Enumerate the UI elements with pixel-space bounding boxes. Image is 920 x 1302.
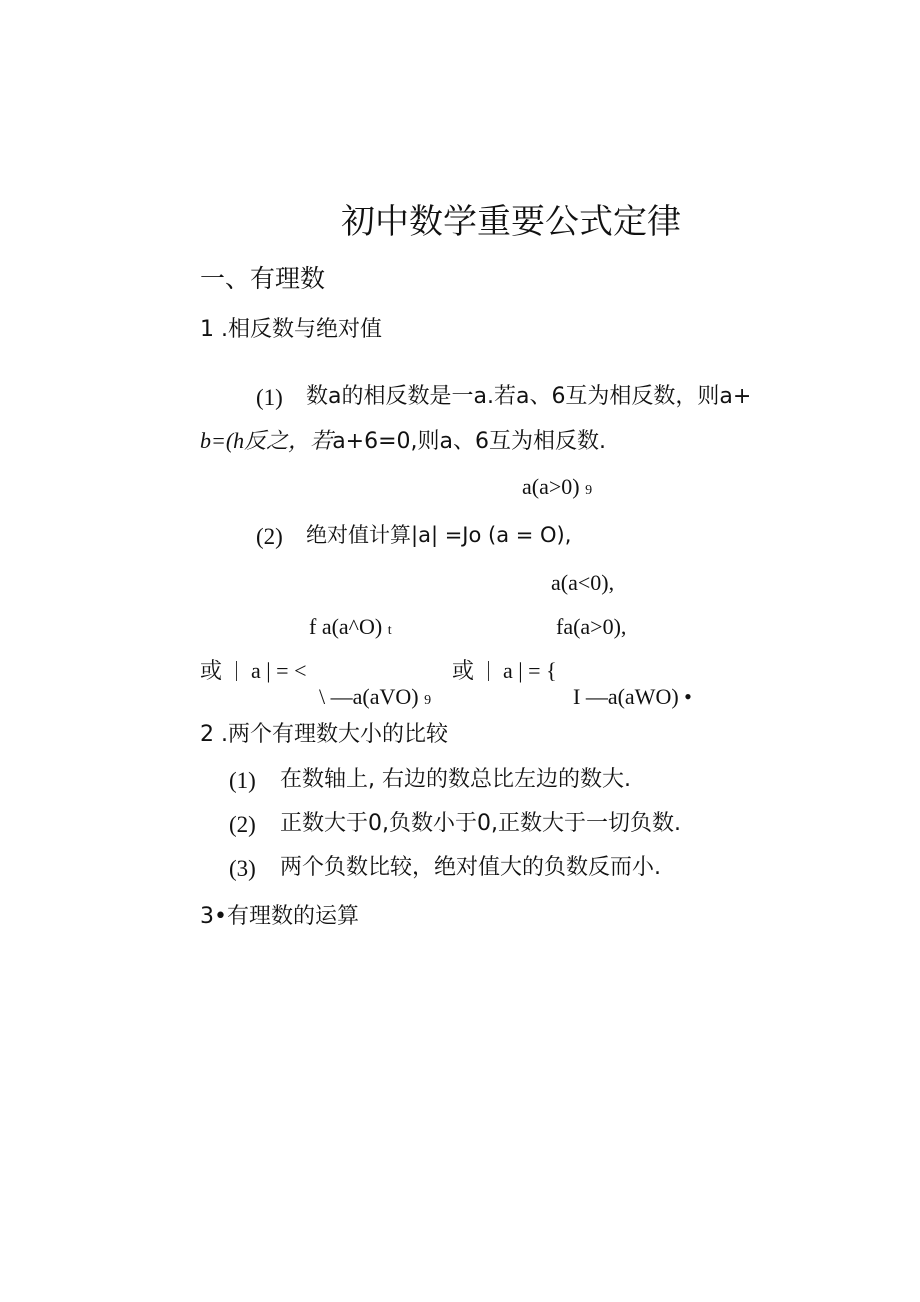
alt-form-left-expr <box>200 660 307 683</box>
abs-case-positive-expr: a(a>0) <box>522 474 580 499</box>
alt-form-left-top-expr: f a(a^O) <box>309 614 383 639</box>
alt-form-right-expression: a | = { <box>503 658 557 683</box>
item-number: (2) <box>229 812 256 837</box>
abs-bar <box>488 661 489 681</box>
abs-case-positive <box>522 476 592 498</box>
alt-form-left-bottom-mark: 9 <box>424 693 432 708</box>
item-number: (3) <box>229 856 256 881</box>
or-label: 或 <box>452 659 475 684</box>
abs-value-formula: 绝对值计算|a| =Jo (a = O), <box>306 523 572 547</box>
section-heading-rational-numbers: 一、有理数 <box>200 264 326 293</box>
subsection-heading-opposite-absolute: 1 .相反数与绝对值 <box>200 317 382 342</box>
alt-form-right-bottom: I —a(aWO) • <box>573 684 692 709</box>
alt-form-right-expr <box>452 660 557 683</box>
comparison-rule-1: 在数轴上, 右边的数总比左边的数大. <box>280 767 631 792</box>
subsection-heading-comparison: 2 .两个有理数大小的比较 <box>200 722 448 747</box>
page-title: 初中数学重要公式定律 <box>341 202 681 242</box>
opposite-number-text-italic: b=(h反之，若 <box>200 428 333 453</box>
alt-form-left-top-mark: t <box>387 623 392 638</box>
abs-case-negative: a(a<0), <box>551 570 615 595</box>
item-number: (2) <box>256 524 283 549</box>
alt-form-left-bottom <box>319 686 431 708</box>
alt-form-left-top <box>309 616 392 638</box>
subsection-heading-operations: 3•有理数的运算 <box>200 904 359 929</box>
abs-bar <box>236 661 237 681</box>
item-number: (1) <box>256 385 283 410</box>
or-label: 或 <box>200 659 223 684</box>
comparison-rule-2: 正数大于0,负数小于0,正数大于一切负数. <box>280 811 681 836</box>
opposite-number-text-line2 <box>200 430 606 453</box>
comparison-rule-3: 两个负数比较，绝对值大的负数反而小. <box>280 855 661 880</box>
alt-form-left-expression: a | = < <box>251 658 307 683</box>
opposite-number-text-rest: a+6=0,则a、6互为相反数. <box>332 429 606 454</box>
alt-form-right-top: fa(a>0), <box>556 614 627 639</box>
opposite-number-text-line1: 数a的相反数是一a.若a、6互为相反数，则a+ <box>306 384 752 409</box>
item-number: (1) <box>229 768 256 793</box>
abs-case-positive-mark: 9 <box>585 483 593 498</box>
alt-form-left-bottom-expr: \ —a(aVO) <box>319 684 419 709</box>
